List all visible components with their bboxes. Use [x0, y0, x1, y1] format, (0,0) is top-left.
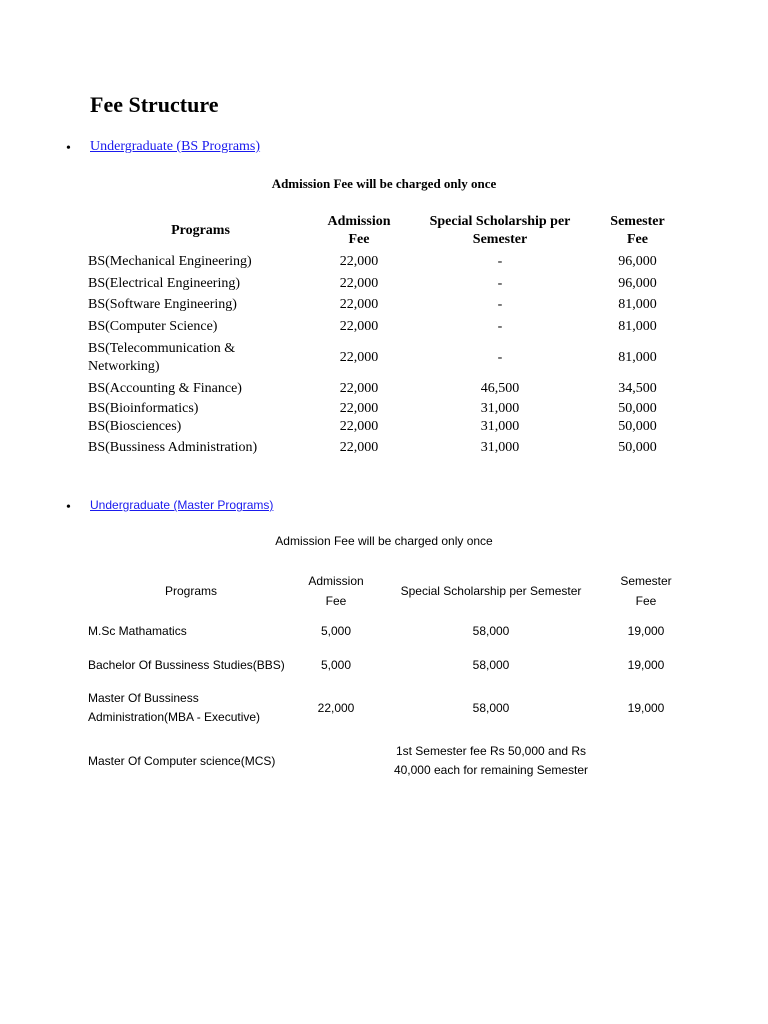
scholarship-cell: 31,000 [480, 419, 520, 434]
program-cell: Master Of Bussiness Administration(MBA - Executive) [88, 691, 261, 724]
admission-cell: 22,000 [339, 350, 379, 365]
header-scholarship [405, 211, 595, 251]
program-cell: Bachelor Of Bussiness Studies(BBS) [88, 657, 285, 672]
header-semester-fee-text: Semester Fee [610, 214, 665, 247]
bs-programs-link[interactable]: Undergraduate (BS Programs) [90, 139, 261, 154]
scholarship-cell: 31,000 [480, 401, 520, 416]
header-admission-fee [313, 211, 405, 251]
header-admission-fee [294, 570, 378, 612]
program-cell: BS(Software Engineering) [88, 297, 237, 312]
scholarship-cell: - [497, 297, 503, 312]
table-row [88, 338, 680, 378]
scholarship-cell: - [497, 275, 503, 291]
admission-cell: 22,000 [339, 381, 379, 396]
table-row [88, 316, 680, 338]
admission-cell: 5,000 [320, 657, 352, 672]
header-programs: Programs [171, 223, 230, 238]
semester-cell: 19,000 [627, 700, 665, 715]
semester-cell: 81,000 [618, 297, 657, 312]
scholarship-cell: 58,000 [472, 623, 510, 638]
semester-cell: 96,000 [618, 254, 657, 269]
table-row [88, 736, 688, 786]
header-scholarship: Special Scholarship per Semester [400, 584, 582, 598]
program-cell: BS(Electrical Engineering) [88, 275, 240, 291]
bs-fee-table [88, 211, 680, 460]
scholarship-cell: 58,000 [472, 700, 510, 715]
header-scholarship-text: Special Scholarship per Semester [429, 214, 571, 247]
header-semester-fee [595, 211, 680, 251]
bullet-icon: • [66, 500, 71, 515]
table-row [88, 612, 688, 650]
semester-cell: 96,000 [618, 275, 657, 291]
admission-cell: 5,000 [320, 623, 352, 638]
admission-cell: 22,000 [339, 297, 379, 312]
semester-cell: 50,000 [618, 401, 657, 416]
page-title: Fee Structure [90, 92, 219, 117]
admission-cell: 22,000 [339, 254, 379, 269]
table-row [88, 650, 688, 680]
semester-cell: 50,000 [618, 440, 657, 455]
admission-cell: 22,000 [317, 700, 355, 715]
master-programs-link[interactable]: Undergraduate (Master Programs) [90, 498, 274, 512]
bullet-icon: • [66, 141, 71, 156]
header-admission-fee-text: Admission Fee [327, 214, 391, 247]
semester-cell: 19,000 [627, 623, 665, 638]
header-semester-fee-text: Semester Fee [620, 574, 672, 608]
semester-cell [604, 736, 688, 786]
scholarship-cell: 31,000 [480, 440, 520, 455]
table-row [88, 273, 680, 294]
table-row [88, 680, 688, 736]
program-cell-text: BS(Telecommunication & Networking) [88, 341, 236, 374]
program-cell: BS(Accounting & Finance) [88, 381, 242, 396]
bs-caption: Admission Fee will be charged only once [271, 176, 497, 191]
program-cell: BS(Biosciences) [88, 419, 182, 434]
scholarship-cell: 58,000 [472, 657, 510, 672]
table-row [88, 294, 680, 316]
table-header-row [88, 570, 688, 612]
program-cell: BS(Bussiness Administration) [88, 440, 258, 455]
master-caption: Admission Fee will be charged only once [275, 534, 493, 548]
program-cell: BS(Computer Science) [88, 319, 218, 334]
program-cell [88, 338, 313, 378]
scholarship-cell [294, 736, 604, 786]
table-row [88, 400, 680, 418]
header-programs: Programs [164, 584, 217, 598]
table-row [88, 251, 680, 273]
program-cell: M.Sc Mathamatics [88, 623, 187, 638]
admission-cell: 22,000 [339, 440, 379, 455]
admission-cell: 22,000 [339, 419, 379, 434]
semester-cell: 19,000 [627, 657, 665, 672]
table-header-row [88, 211, 680, 251]
program-cell: BS(Mechanical Engineering) [88, 254, 252, 269]
scholarship-cell: - [497, 350, 503, 365]
admission-cell: 22,000 [339, 319, 379, 334]
scholarship-cell: - [497, 254, 503, 269]
semester-cell: 34,500 [618, 381, 657, 396]
semester-cell: 81,000 [618, 350, 657, 365]
program-cell: BS(Bioinformatics) [88, 401, 199, 416]
table-row [88, 436, 680, 460]
header-semester-fee [604, 570, 688, 612]
master-fee-table [88, 570, 688, 786]
scholarship-cell: - [497, 319, 503, 334]
admission-cell: 22,000 [339, 275, 379, 291]
table-row [88, 378, 680, 400]
scholarship-cell: 46,500 [480, 381, 520, 396]
table-row [88, 418, 680, 436]
program-cell: Master Of Computer science(MCS) [88, 753, 276, 768]
header-admission-fee-text: Admission Fee [308, 574, 364, 608]
semester-cell: 50,000 [618, 419, 657, 434]
admission-cell: 22,000 [339, 401, 379, 416]
mcs-fee-note: 1st Semester fee Rs 50,000 and Rs 40,000 each for remaining Semester [393, 744, 589, 777]
semester-cell: 81,000 [618, 319, 657, 334]
